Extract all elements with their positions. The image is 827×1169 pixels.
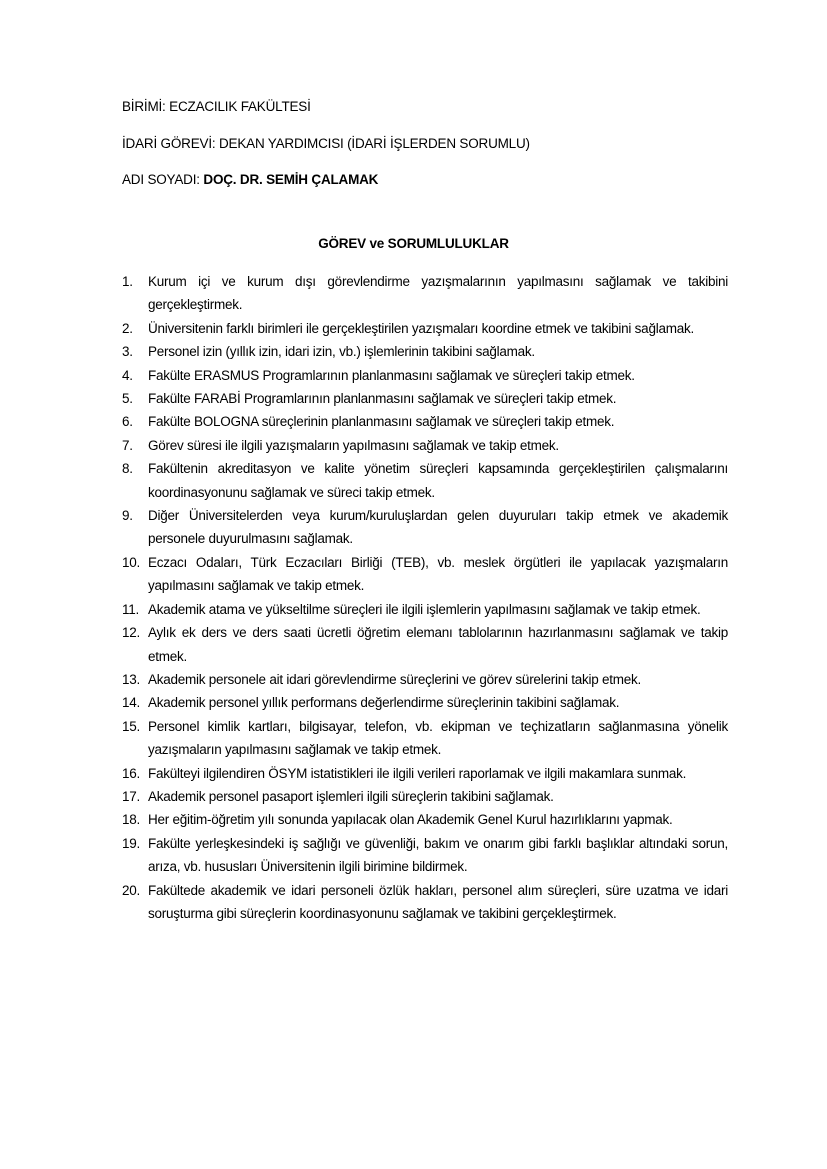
role-line <box>122 136 530 151</box>
duty-number: 12. <box>122 625 141 641</box>
duty-text: Fakülte BOLOGNA süreçlerinin planlanmasını sağlamak ve süreçleri takip etmek. <box>148 414 615 430</box>
role-value: DEKAN YARDIMCISI (İDARİ İŞLERDEN SORUMLU) <box>218 136 530 151</box>
duty-item <box>122 621 728 668</box>
duty-number: 2. <box>122 320 133 336</box>
duty-number: 6. <box>122 414 133 430</box>
duty-text: Personel kimlik kartları, bilgisayar, telefon, vb. ekipman ve teçhizatların sağlanmasına yönelik yazışmaların yapılmasını sağlamak ve takip etmek. <box>148 718 728 758</box>
duty-text: Fakülte ERASMUS Programlarının planlanmasını sağlamak ve süreçleri takip etmek. <box>148 367 635 383</box>
name-label: ADI SOYADI: <box>122 172 200 187</box>
duty-item <box>122 715 728 762</box>
duty-item <box>122 364 728 387</box>
duty-text: Fakülteyi ilgilendiren ÖSYM istatistikleri ile ilgili verileri raporlamak ve ilgili makamlara sunmak. <box>148 765 687 781</box>
duty-item <box>122 691 728 714</box>
duty-number: 13. <box>122 671 141 687</box>
name-line <box>122 172 378 187</box>
duty-item <box>122 317 728 340</box>
duty-number: 19. <box>122 835 141 851</box>
duty-item <box>122 598 728 621</box>
duty-text: Görev süresi ile ilgili yazışmaların yapılmasını sağlamak ve takip etmek. <box>148 437 559 453</box>
duty-text: Üniversitenin farklı birimleri ile gerçekleştirilen yazışmaları koordine etmek ve takibini sağlamak. <box>148 320 694 336</box>
duty-item <box>122 879 728 926</box>
duty-number: 17. <box>122 788 141 804</box>
unit-value: ECZACILIK FAKÜLTESİ <box>169 99 311 114</box>
duty-item <box>122 762 728 785</box>
duty-number: 18. <box>122 812 141 828</box>
duty-number: 4. <box>122 367 133 383</box>
duty-number: 3. <box>122 344 133 360</box>
duty-text: Fakülte FARABİ Programlarının planlanmasını sağlamak ve süreçleri takip etmek. <box>148 391 617 407</box>
duties-list <box>122 270 728 925</box>
duty-text: Akademik personel pasaport işlemleri ilgili süreçlerin takibini sağlamak. <box>148 788 554 804</box>
name-value: DOÇ. DR. SEMİH ÇALAMAK <box>203 172 379 187</box>
duty-text: Diğer Üniversitelerden veya kurum/kuruluşlardan gelen duyuruları takip etmek ve akademik personele duyurulmasını sağlamak. <box>148 508 728 547</box>
duty-text: Personel izin (yıllık izin, idari izin, vb.) işlemlerinin takibini sağlamak. <box>148 344 535 360</box>
duty-text: Eczacı Odaları, Türk Eczacıları Birliği (TEB), vb. meslek örgütleri ile yapılacak yazışmaların yapılmasını sağlamak ve takip etmek. <box>148 554 728 594</box>
unit-line <box>122 99 311 114</box>
duty-item <box>122 457 728 504</box>
duty-text: Her eğitim-öğretim yılı sonunda yapılacak olan Akademik Genel Kurul hazırlıklarını yapmak. <box>148 812 673 828</box>
duty-number: 8. <box>122 461 133 477</box>
duty-item <box>122 270 728 317</box>
duty-text: Akademik atama ve yükseltilme süreçleri ile ilgili işlemlerin yapılmasını sağlamak ve takip etmek. <box>148 601 701 617</box>
duty-item <box>122 410 728 433</box>
duty-number: 10. <box>122 554 141 570</box>
role-label: İDARİ GÖREVİ: <box>122 136 216 151</box>
duty-item <box>122 504 728 551</box>
duty-item <box>122 832 728 879</box>
duty-item <box>122 434 728 457</box>
duty-item <box>122 551 728 598</box>
duty-number: 1. <box>122 274 133 289</box>
duty-number: 16. <box>122 765 141 781</box>
duty-item <box>122 808 728 831</box>
duty-text: Fakülte yerleşkesindeki iş sağlığı ve güvenliği, bakım ve onarım gibi farklı başlıklar altındaki sorun, arıza, vb. hususları Üniversitenin ilgili birimine bildirmek. <box>148 835 728 875</box>
duty-number: 9. <box>122 508 133 524</box>
duty-item <box>122 668 728 691</box>
section-title: GÖREV ve SORUMLULUKLAR <box>318 236 509 251</box>
duty-item <box>122 387 728 410</box>
unit-label: BİRİMİ: <box>122 99 166 114</box>
duty-text: Akademik personele ait idari görevlendirme süreçlerini ve görev sürelerini takip etmek. <box>148 671 641 687</box>
duty-text: Aylık ek ders ve ders saati ücretli öğretim elemanı tablolarının hazırlanmasını sağlamak ve takip etmek. <box>148 625 728 664</box>
duty-number: 20. <box>122 882 141 898</box>
duty-number: 11. <box>122 601 140 617</box>
duty-number: 7. <box>122 437 133 453</box>
duty-text: Kurum içi ve kurum dışı görevlendirme yazışmalarının yapılmasını sağlamak ve takibini gerçekleştirmek. <box>148 274 728 313</box>
duty-text: Fakültede akademik ve idari personeli özlük hakları, personel alım süreçleri, süre uzatma ve idari soruşturma gibi süreçlerin koordinasyonunu sağlamak ve takibini gerçekleştirmek. <box>148 882 728 921</box>
duty-text: Akademik personel yıllık performans değerlendirme süreçlerinin takibini sağlamak. <box>148 695 620 711</box>
duty-number: 15. <box>122 718 141 734</box>
duty-text: Fakültenin akreditasyon ve kalite yönetim süreçleri kapsamında gerçekleştirilen çalışmalarını koordinasyonunu sağlamak ve süreci takip etmek. <box>148 461 728 500</box>
duty-number: 14. <box>122 695 141 711</box>
duty-number: 5. <box>122 391 133 407</box>
duty-item <box>122 785 728 808</box>
duty-item <box>122 340 728 363</box>
